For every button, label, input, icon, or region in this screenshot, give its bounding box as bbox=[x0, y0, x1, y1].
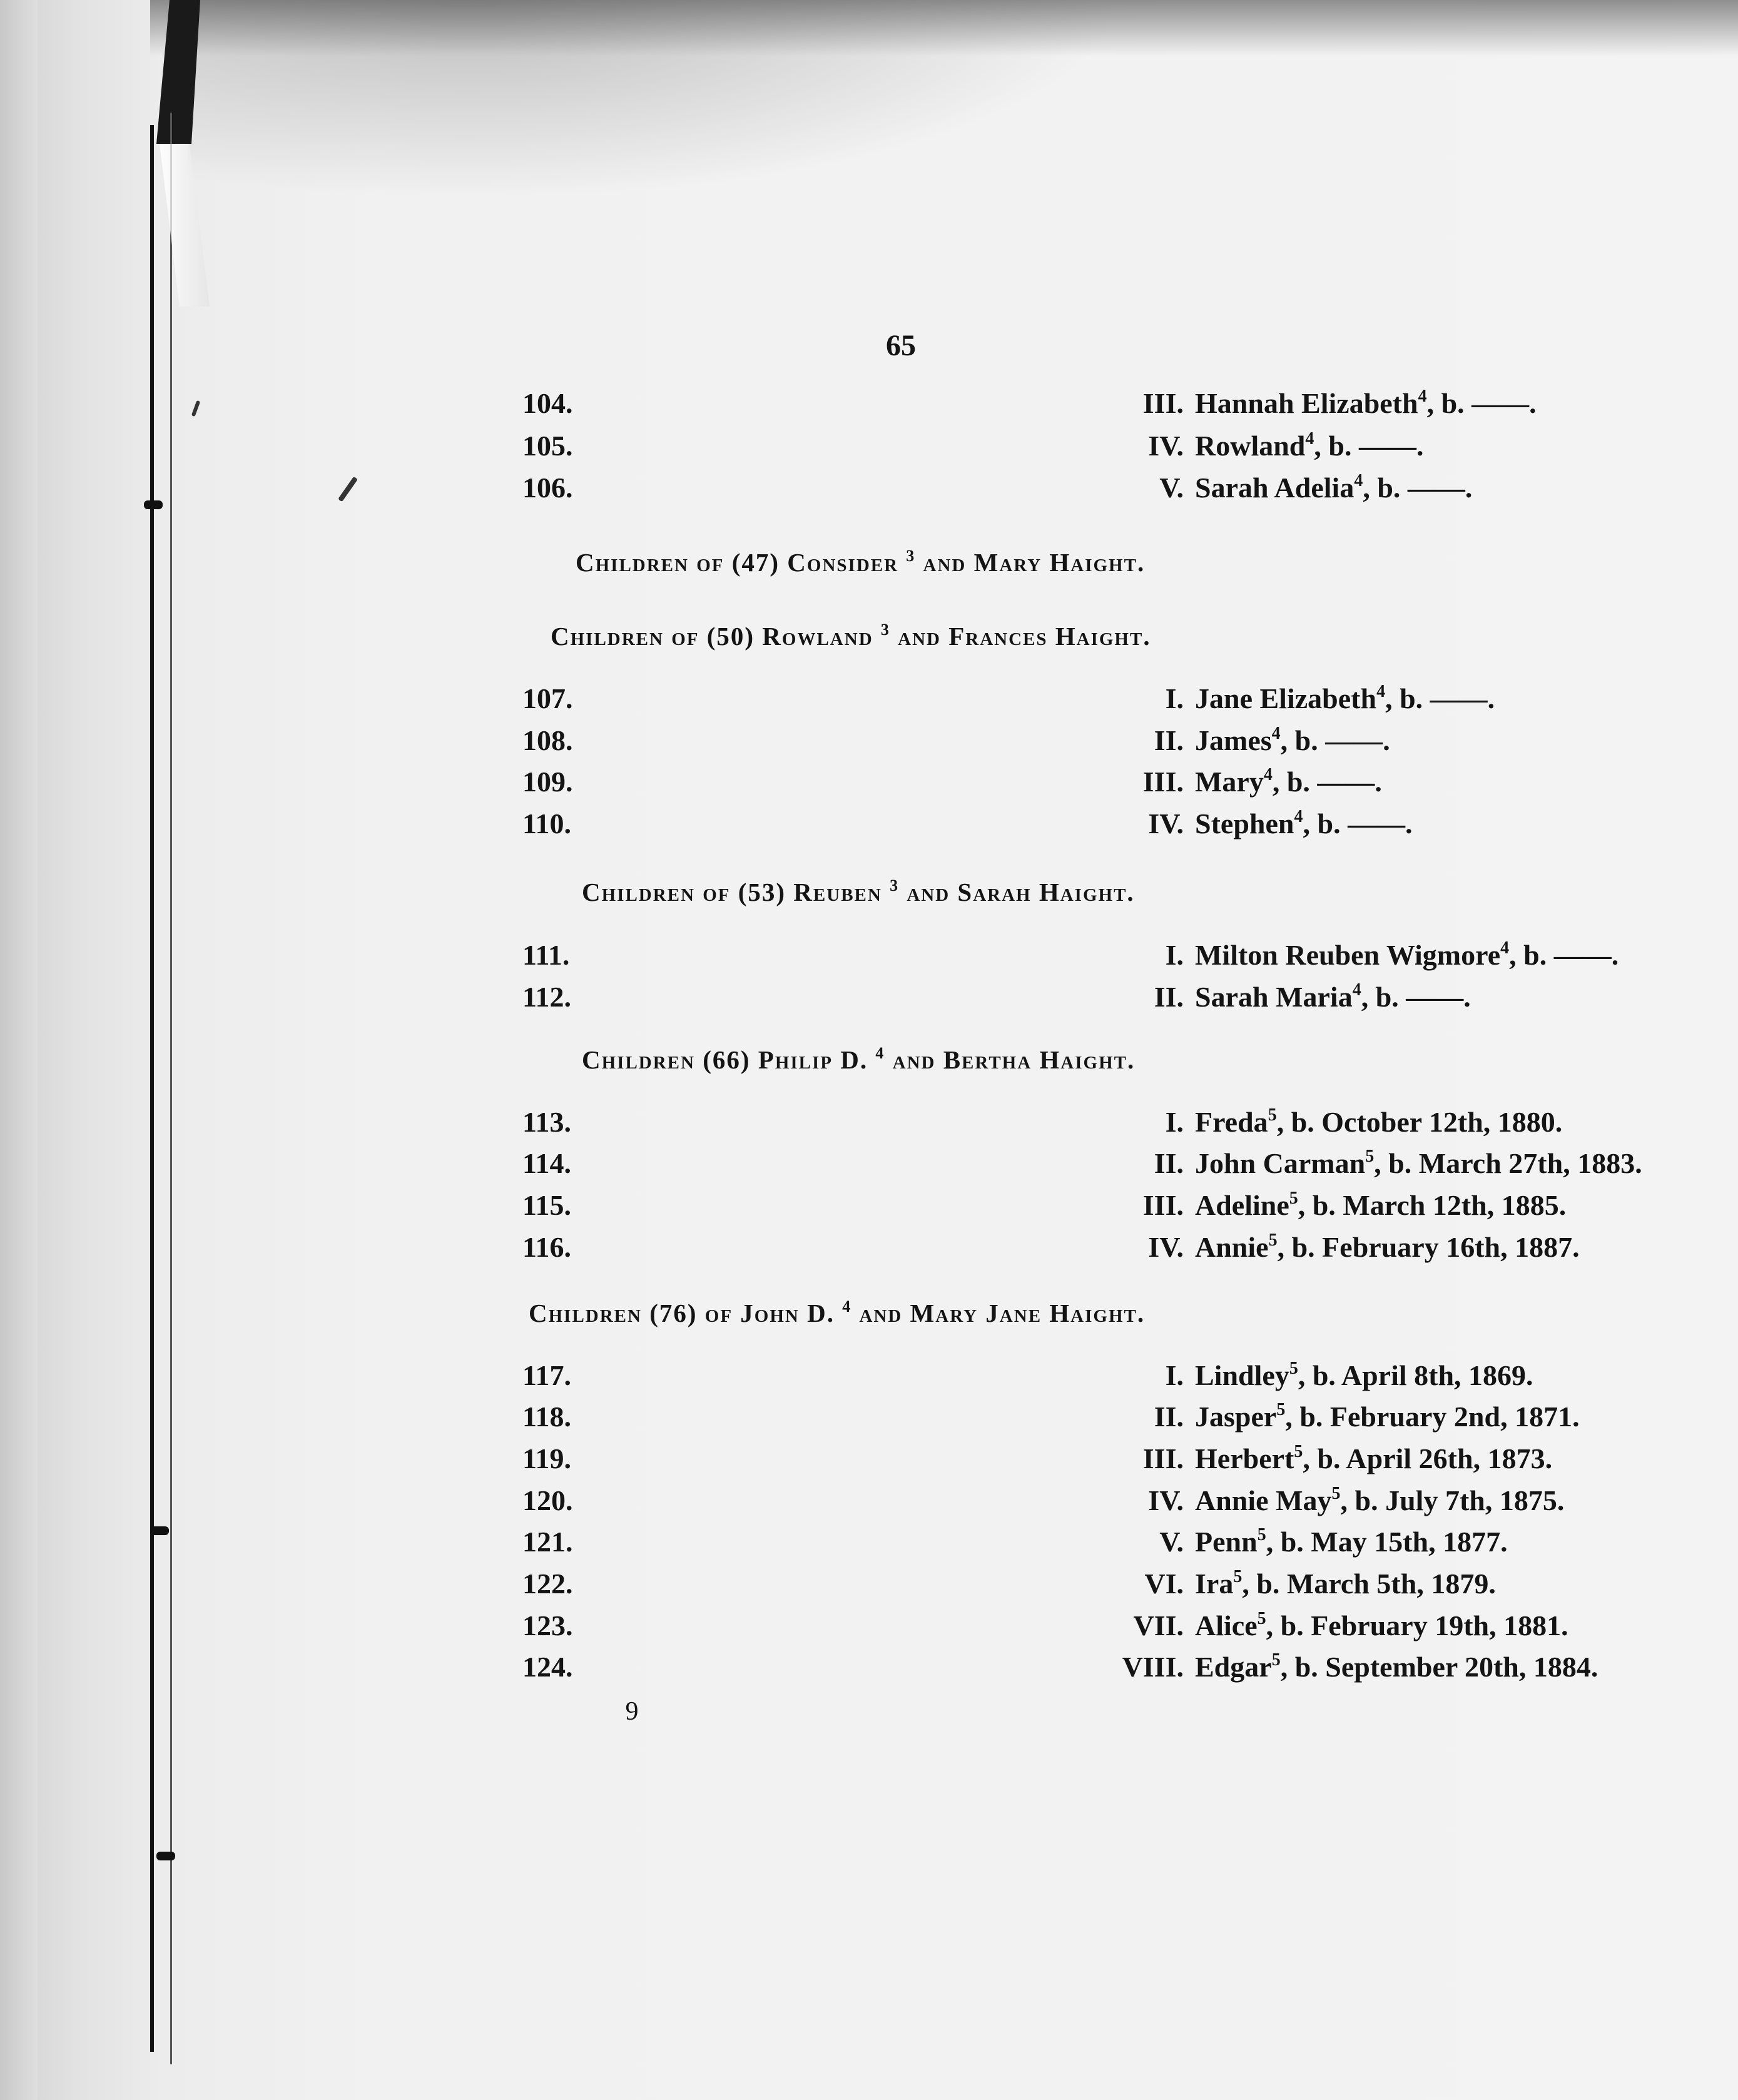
birth-info: , b. ——. bbox=[1280, 724, 1390, 756]
person-entry-text bbox=[1195, 1147, 1642, 1180]
person-entry-text bbox=[1195, 938, 1619, 971]
person-entry-text bbox=[1195, 1400, 1580, 1433]
entry-number: 117. bbox=[522, 1359, 571, 1391]
section-heading bbox=[582, 1045, 1564, 1075]
generation-superscript: 4 bbox=[1418, 387, 1427, 406]
person-name: Adeline bbox=[1195, 1189, 1289, 1221]
birth-info: , b. ——. bbox=[1385, 682, 1495, 714]
person-entry-text bbox=[1195, 1442, 1552, 1475]
birth-info: , b. ——. bbox=[1426, 387, 1537, 419]
entry-number: 115. bbox=[522, 1189, 571, 1221]
entry-number: 106. bbox=[522, 472, 573, 504]
heading-text: Children of (50) Rowland bbox=[551, 622, 873, 651]
roman-numeral: I. bbox=[1165, 682, 1184, 714]
person-name: John Carman bbox=[1195, 1147, 1366, 1179]
roman-numeral: III. bbox=[1142, 766, 1184, 798]
generation-superscript: 5 bbox=[1289, 1359, 1298, 1378]
roman-numeral: V. bbox=[1159, 472, 1184, 504]
birth-info: , b. ——. bbox=[1272, 766, 1382, 798]
entry-number: 122. bbox=[522, 1568, 573, 1600]
roman-numeral: V. bbox=[1159, 1526, 1184, 1558]
signature-mark: 9 bbox=[625, 1697, 639, 1726]
generation-superscript: 5 bbox=[1257, 1609, 1266, 1628]
generation-superscript: 4 bbox=[1500, 938, 1510, 958]
generation-superscript: 5 bbox=[1276, 1400, 1286, 1419]
section-heading bbox=[529, 1298, 1511, 1328]
person-name: Freda bbox=[1195, 1106, 1268, 1138]
birth-info: , b. April 26th, 1873. bbox=[1303, 1443, 1553, 1474]
roman-numeral: I. bbox=[1165, 1106, 1184, 1138]
generation-superscript: 5 bbox=[1268, 1230, 1278, 1250]
birth-info: , b. March 5th, 1879. bbox=[1242, 1568, 1496, 1600]
generation-superscript: 4 bbox=[875, 1044, 885, 1062]
entry-number: 118. bbox=[522, 1401, 571, 1433]
heading-text: Children of (53) Reuben bbox=[582, 878, 882, 906]
birth-info: , b. May 15th, 1877. bbox=[1266, 1526, 1508, 1558]
person-name: Milton Reuben Wigmore bbox=[1195, 939, 1501, 971]
generation-superscript: 4 bbox=[1263, 765, 1273, 784]
roman-numeral: III. bbox=[1142, 387, 1184, 419]
person-entry-text bbox=[1195, 682, 1495, 715]
section-heading bbox=[582, 877, 1564, 907]
birth-info: , b. ——. bbox=[1363, 472, 1473, 504]
person-name: Rowland bbox=[1195, 430, 1306, 462]
person-entry-text bbox=[1195, 1650, 1598, 1683]
person-entry-text bbox=[1195, 429, 1423, 462]
person-entry-text bbox=[1195, 724, 1390, 757]
roman-numeral: VIII. bbox=[1122, 1651, 1184, 1683]
person-entry-text bbox=[1195, 765, 1382, 798]
person-entry-text bbox=[1195, 471, 1472, 504]
person-entry-text bbox=[1195, 807, 1413, 840]
birth-info: , b. September 20th, 1884. bbox=[1280, 1651, 1598, 1683]
roman-numeral: IV. bbox=[1148, 808, 1184, 839]
roman-numeral: I. bbox=[1165, 1359, 1184, 1391]
entry-number: 105. bbox=[522, 430, 573, 462]
generation-superscript: 5 bbox=[1294, 1442, 1303, 1461]
person-name: Stephen bbox=[1195, 808, 1294, 839]
heading-text: Children (76) of John D. bbox=[529, 1299, 835, 1327]
person-name: Jane Elizabeth bbox=[1195, 682, 1377, 714]
person-name: Edgar bbox=[1195, 1651, 1272, 1683]
entry-number: 112. bbox=[522, 981, 571, 1013]
generation-superscript: 4 bbox=[1305, 429, 1314, 449]
heading-text: Children of (47) Consider bbox=[576, 548, 899, 577]
person-name: Alice bbox=[1195, 1610, 1258, 1641]
entry-number: 109. bbox=[522, 766, 573, 798]
generation-superscript: 4 bbox=[842, 1297, 852, 1316]
generation-superscript: 3 bbox=[880, 621, 890, 639]
person-entry-text bbox=[1195, 1230, 1580, 1264]
section-heading bbox=[551, 621, 1533, 651]
person-name: Sarah Adelia bbox=[1195, 472, 1354, 504]
person-name: Sarah Maria bbox=[1195, 981, 1353, 1013]
heading-text: and Frances Haight. bbox=[890, 622, 1151, 651]
entry-number: 108. bbox=[522, 724, 573, 756]
person-name: Hannah Elizabeth bbox=[1195, 387, 1418, 419]
person-entry-text bbox=[1195, 1525, 1508, 1558]
person-name: Ira bbox=[1195, 1568, 1234, 1600]
generation-superscript: 4 bbox=[1376, 682, 1386, 701]
generation-superscript: 4 bbox=[1354, 471, 1363, 490]
entry-number: 123. bbox=[522, 1610, 573, 1641]
heading-text: and Sarah Haight. bbox=[899, 878, 1135, 906]
section-heading bbox=[576, 547, 1558, 577]
person-entry-text bbox=[1195, 1567, 1496, 1600]
generation-superscript: 4 bbox=[1271, 724, 1281, 743]
entry-number: 107. bbox=[522, 682, 573, 714]
entry-number: 120. bbox=[522, 1484, 573, 1516]
person-name: Jasper bbox=[1195, 1401, 1277, 1433]
person-entry-text bbox=[1195, 980, 1471, 1013]
birth-info: , b. October 12th, 1880. bbox=[1276, 1106, 1563, 1138]
birth-info: , b. ——. bbox=[1509, 939, 1619, 971]
page-number: 65 bbox=[886, 329, 916, 362]
generation-superscript: 4 bbox=[1352, 980, 1361, 1000]
birth-info: , b. February 16th, 1887. bbox=[1277, 1231, 1580, 1263]
person-name: Lindley bbox=[1195, 1359, 1289, 1391]
generation-superscript: 5 bbox=[1257, 1525, 1266, 1545]
birth-info: , b. February 2nd, 1871. bbox=[1285, 1401, 1580, 1433]
entry-number: 124. bbox=[522, 1651, 573, 1683]
person-entry-text bbox=[1195, 1484, 1564, 1517]
entry-number: 104. bbox=[522, 387, 573, 419]
roman-numeral: III. bbox=[1142, 1443, 1184, 1474]
generation-superscript: 5 bbox=[1233, 1567, 1243, 1586]
birth-info: , b. March 27th, 1883. bbox=[1374, 1147, 1642, 1179]
roman-numeral: IV. bbox=[1148, 1231, 1184, 1263]
heading-text: and Mary Jane Haight. bbox=[851, 1299, 1146, 1327]
entry-number: 119. bbox=[522, 1443, 571, 1474]
roman-numeral: IV. bbox=[1148, 1484, 1184, 1516]
entry-number: 110. bbox=[522, 808, 571, 839]
generation-superscript: 4 bbox=[1294, 807, 1303, 826]
entry-number: 114. bbox=[522, 1147, 571, 1179]
roman-numeral: II. bbox=[1154, 724, 1184, 756]
birth-info: , b. February 19th, 1881. bbox=[1266, 1610, 1568, 1641]
generation-superscript: 3 bbox=[890, 876, 900, 895]
person-entry-text bbox=[1195, 1189, 1566, 1222]
generation-superscript: 5 bbox=[1331, 1484, 1341, 1503]
roman-numeral: IV. bbox=[1148, 430, 1184, 462]
person-entry-text bbox=[1195, 1105, 1562, 1139]
heading-text: Children (66) Philip D. bbox=[582, 1045, 868, 1074]
roman-numeral: VI. bbox=[1144, 1568, 1184, 1600]
birth-info: , b. July 7th, 1875. bbox=[1340, 1484, 1565, 1516]
person-name: Penn bbox=[1195, 1526, 1258, 1558]
person-name: Annie May bbox=[1195, 1484, 1332, 1516]
birth-info: , b. ——. bbox=[1303, 808, 1413, 839]
person-entry-text bbox=[1195, 387, 1537, 420]
entry-number: 111. bbox=[522, 939, 570, 971]
generation-superscript: 3 bbox=[906, 547, 916, 565]
generation-superscript: 5 bbox=[1365, 1147, 1375, 1166]
roman-numeral: II. bbox=[1154, 1401, 1184, 1433]
birth-info: , b. ——. bbox=[1314, 430, 1424, 462]
birth-info: , b. April 8th, 1869. bbox=[1298, 1359, 1533, 1391]
person-name: James bbox=[1195, 724, 1272, 756]
roman-numeral: II. bbox=[1154, 981, 1184, 1013]
person-entry-text bbox=[1195, 1359, 1533, 1392]
generation-superscript: 5 bbox=[1289, 1189, 1298, 1208]
entry-number: 116. bbox=[522, 1231, 571, 1263]
roman-numeral: II. bbox=[1154, 1147, 1184, 1179]
person-name: Annie bbox=[1195, 1231, 1269, 1263]
entry-number: 121. bbox=[522, 1526, 573, 1558]
birth-info: , b. ——. bbox=[1361, 981, 1471, 1013]
person-name: Mary bbox=[1195, 766, 1264, 798]
heading-text: and Mary Haight. bbox=[915, 548, 1146, 577]
roman-numeral: III. bbox=[1142, 1189, 1184, 1221]
generation-superscript: 5 bbox=[1271, 1650, 1281, 1670]
roman-numeral: I. bbox=[1165, 939, 1184, 971]
entry-number: 113. bbox=[522, 1106, 571, 1138]
birth-info: , b. March 12th, 1885. bbox=[1298, 1189, 1567, 1221]
person-name: Herbert bbox=[1195, 1443, 1294, 1474]
person-entry-text bbox=[1195, 1609, 1568, 1642]
generation-superscript: 5 bbox=[1268, 1105, 1277, 1125]
roman-numeral: VII. bbox=[1133, 1610, 1184, 1641]
heading-text: and Bertha Haight. bbox=[885, 1045, 1136, 1074]
